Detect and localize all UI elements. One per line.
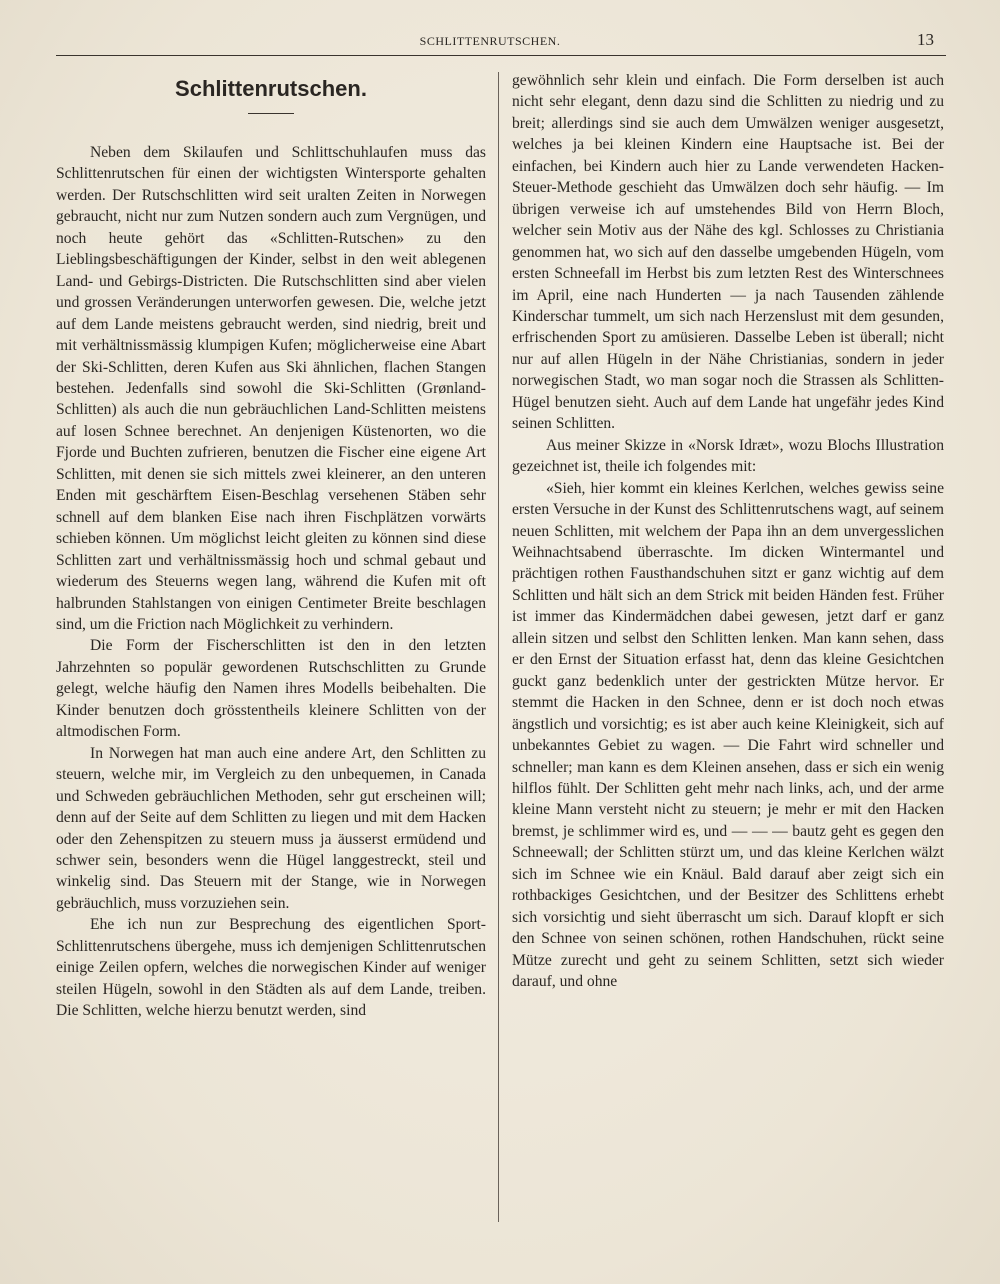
paragraph: «Sieh, hier kommt ein kleines Kerlchen, welches gewiss seine ersten Versuche in der Kunst des Schlittenrutschens wagt, auf seinem neuen Schlitten, mit welchem der Papa ihn an dem unvergesslichen Weihnachtsabend überraschte. Im dicken Wintermantel und prächtigen rothen Fausthandschuhen sitzt er ganz wichtig auf dem Schlitten und hält sich an dem Strick mit beiden Händen fest. Früher ist immer das Kindermädchen dabei gewesen, jetzt darf er ganz allein sitzen und selbst den Schlitten lenken. Man kann sehen, dass er den Ernst der Situation erfasst hat, denn das kleine Gesichtchen guckt ganz bedenklich unter der gestrickten Mütze hervor. Er stemmt die Hacken in den Schnee, denn er ist doch noch etwas ängstlich und vorsichtig; es ist aber auch keine Kleinigkeit, sich auf unbekanntes Gebiet zu wagen. — Die Fahrt wird schneller und schneller; man kann es dem Kleinen ansehen, dass er sich ein wenig hilflos fühlt. Der Schlitten geht mehr nach links, ach, und der arme kleine Mann versteht nicht zu steuern; je mehr er mit den Hacken bremst, je schlimmer wird es, und — — — bautz geht es gegen den Schneewall; der Schlitten stürzt um, und das kleine Kerlchen wälzt sich im Schnee wie ein Knäul. Bald darauf aber zeigt sich ein rothbackiges Gesichtchen, und der Besitzer des Schlittens erhebt sich vorsichtig und sieht überrascht um sich. Darauf klopft er sich den Schnee von seinen schönen, rothen Handschuhen, rückt seine Mütze zurecht und geht zu seinem Schlitten, setzt sich wieder darauf, und ohne xyxy=(512,479,944,991)
paragraph: Ehe ich nun zur Besprechung des eigentlichen Sport-Schlittenrutschens übergehe, muss ich demjenigen Schlittenrutschen einige Zeilen opfern, welches die norwegischen Kinder auf weniger steilen Hügeln, sowohl in den Städten als auf dem Lande, treiben. Die Schlitten, welche hierzu benutzt werden, sind xyxy=(56,916,486,1020)
left-column xyxy=(56,70,486,1022)
paragraph-continued: gewöhnlich sehr klein und einfach. Die Form derselben ist auch nicht sehr elegant, denn dazu sind die Schlitten zu niedrig und zu breit; allerdings sind sie auch dem Umwälzen weniger ausgesetzt, welches ja bei kleinen Kindern eine Hauptsache ist. Bei der einfachen, bei Kindern auch hier zu Lande verwendeten Hacken-Steuer-Methode geschieht das Umwälzen doch sehr häufig. — Im übrigen verweise ich auf umstehendes Bild von Herrn Bloch, welcher sein Motiv aus der Nähe des kgl. Schlosses zu Christiania genommen hat, wo sich auf den dasselbe umgebenden Hügeln, vom ersten Schneefall im Herbst bis zum letzten Rest des Winterschnees im April, eine nach Hunderten — ja nach Tausenden zählende Kinderschar tummelt, um sich nach Herzenslust mit dem gesunden, erfrischenden Sport zu amüsieren. Dasselbe Leben ist überall; nicht nur auf allen Hügeln in der Nähe Christianias, sondern in jeder norwegischen Stadt, wo man sogar noch die Strassen als Schlitten-Hügel benutzen sieht. Auch auf dem Lande hat ungefähr jedes Kind seinen Schlitten. xyxy=(512,72,944,433)
column-divider xyxy=(498,72,499,1222)
header-rule xyxy=(56,55,946,56)
running-header: SCHLITTENRUTSCHEN. xyxy=(419,34,561,48)
title-spacer xyxy=(56,114,486,142)
right-column xyxy=(512,70,944,992)
page-number: 13 xyxy=(917,30,934,49)
paragraph: Aus meiner Skizze in «Norsk Idræt», wozu Blochs Illustration gezeichnet ist, theile ich folgendes mit: xyxy=(512,436,944,476)
paragraph: Neben dem Skilaufen und Schlittschuhlaufen muss das Schlittenrutschen für einen der wichtigsten Wintersporte gehalten werden. Der Rutschschlitten wird seit uralten Zeiten in Norwegen gebraucht, nicht nur zum Nutzen sondern auch zum Vergnügen, und noch heute gehört das «Schlitten-Rutschen» zu den Lieblingsbeschäftigungen der Kinder, selbst in den weit ablegenen Land- und Gebirgs-Districten. Die Rutschschlitten sind aber vielen und grossen Veränderungen unterworfen gewesen. Die, welche jetzt auf dem Lande meistens gebraucht werden, sind niedrig, breit und mit verhältnissmässig klumpigen Kufen; möglicherweise eine Abart der Ski-Schlitten, deren Kufen aus Ski ähnlichen, flachen Stangen bestehen. Jedenfalls sind sowohl die Ski-Schlitten (Grønland-Schlitten) als auch die nun gebräuchlichen Land-Schlitten meistens auf losen Schnee berechnet. An denjenigen Küstenorten, wo die Fjorde und Buchten zufrieren, benutzen die Fischer eine eigene Art Schlitten, mit denen sie sich mittels zwei kleinerer, an den unteren Enden mit geschärftem Eisen-Beschlag versehenen Stäben sehr schnell auf dem blanken Eise nach ihren Fischplätzen vorwärts schieben können. Um möglichst leicht gleiten zu können sind diese Schlitten zart und verhältnissmässig hoch und schmal gebaut und wiederum des Steuerns wegen lang, während die Kufen mit oft halbrunden Stahlstangen von einigen Centimeter Breite beschlagen sind, um die Friction nach Möglichkeit zu verhindern. xyxy=(56,144,486,633)
paragraph: In Norwegen hat man auch eine andere Art, den Schlitten zu steuern, welche mir, im Vergleich zu den unbequemen, in Canada und Schweden gebräuchlichen Methoden, sehr gut erscheinen will; denn auf der Seite auf dem Schlitten zu liegen und mit dem Hacken oder den Zehenspitzen zu steuern muss ja äusserst ermüdend und schwer sein, besonders wenn die Hügel langgestreckt, steil und winkelig sind. Das Steuern mit der Stange, wie in Norwegen gebräuchlich, muss vorzuziehen sein. xyxy=(56,744,486,912)
article-title: Schlittenrutschen. xyxy=(175,76,367,101)
paragraph: Die Form der Fischerschlitten ist den in den letzten Jahrzehnten so populär gewordenen Rutschschlitten zu Grunde gelegt, welche häufig den Namen ihres Modells beibehalten. Die Kinder benutzen doch grösstentheils kleinere Schlitten von der altmodischen Form. xyxy=(56,637,486,741)
